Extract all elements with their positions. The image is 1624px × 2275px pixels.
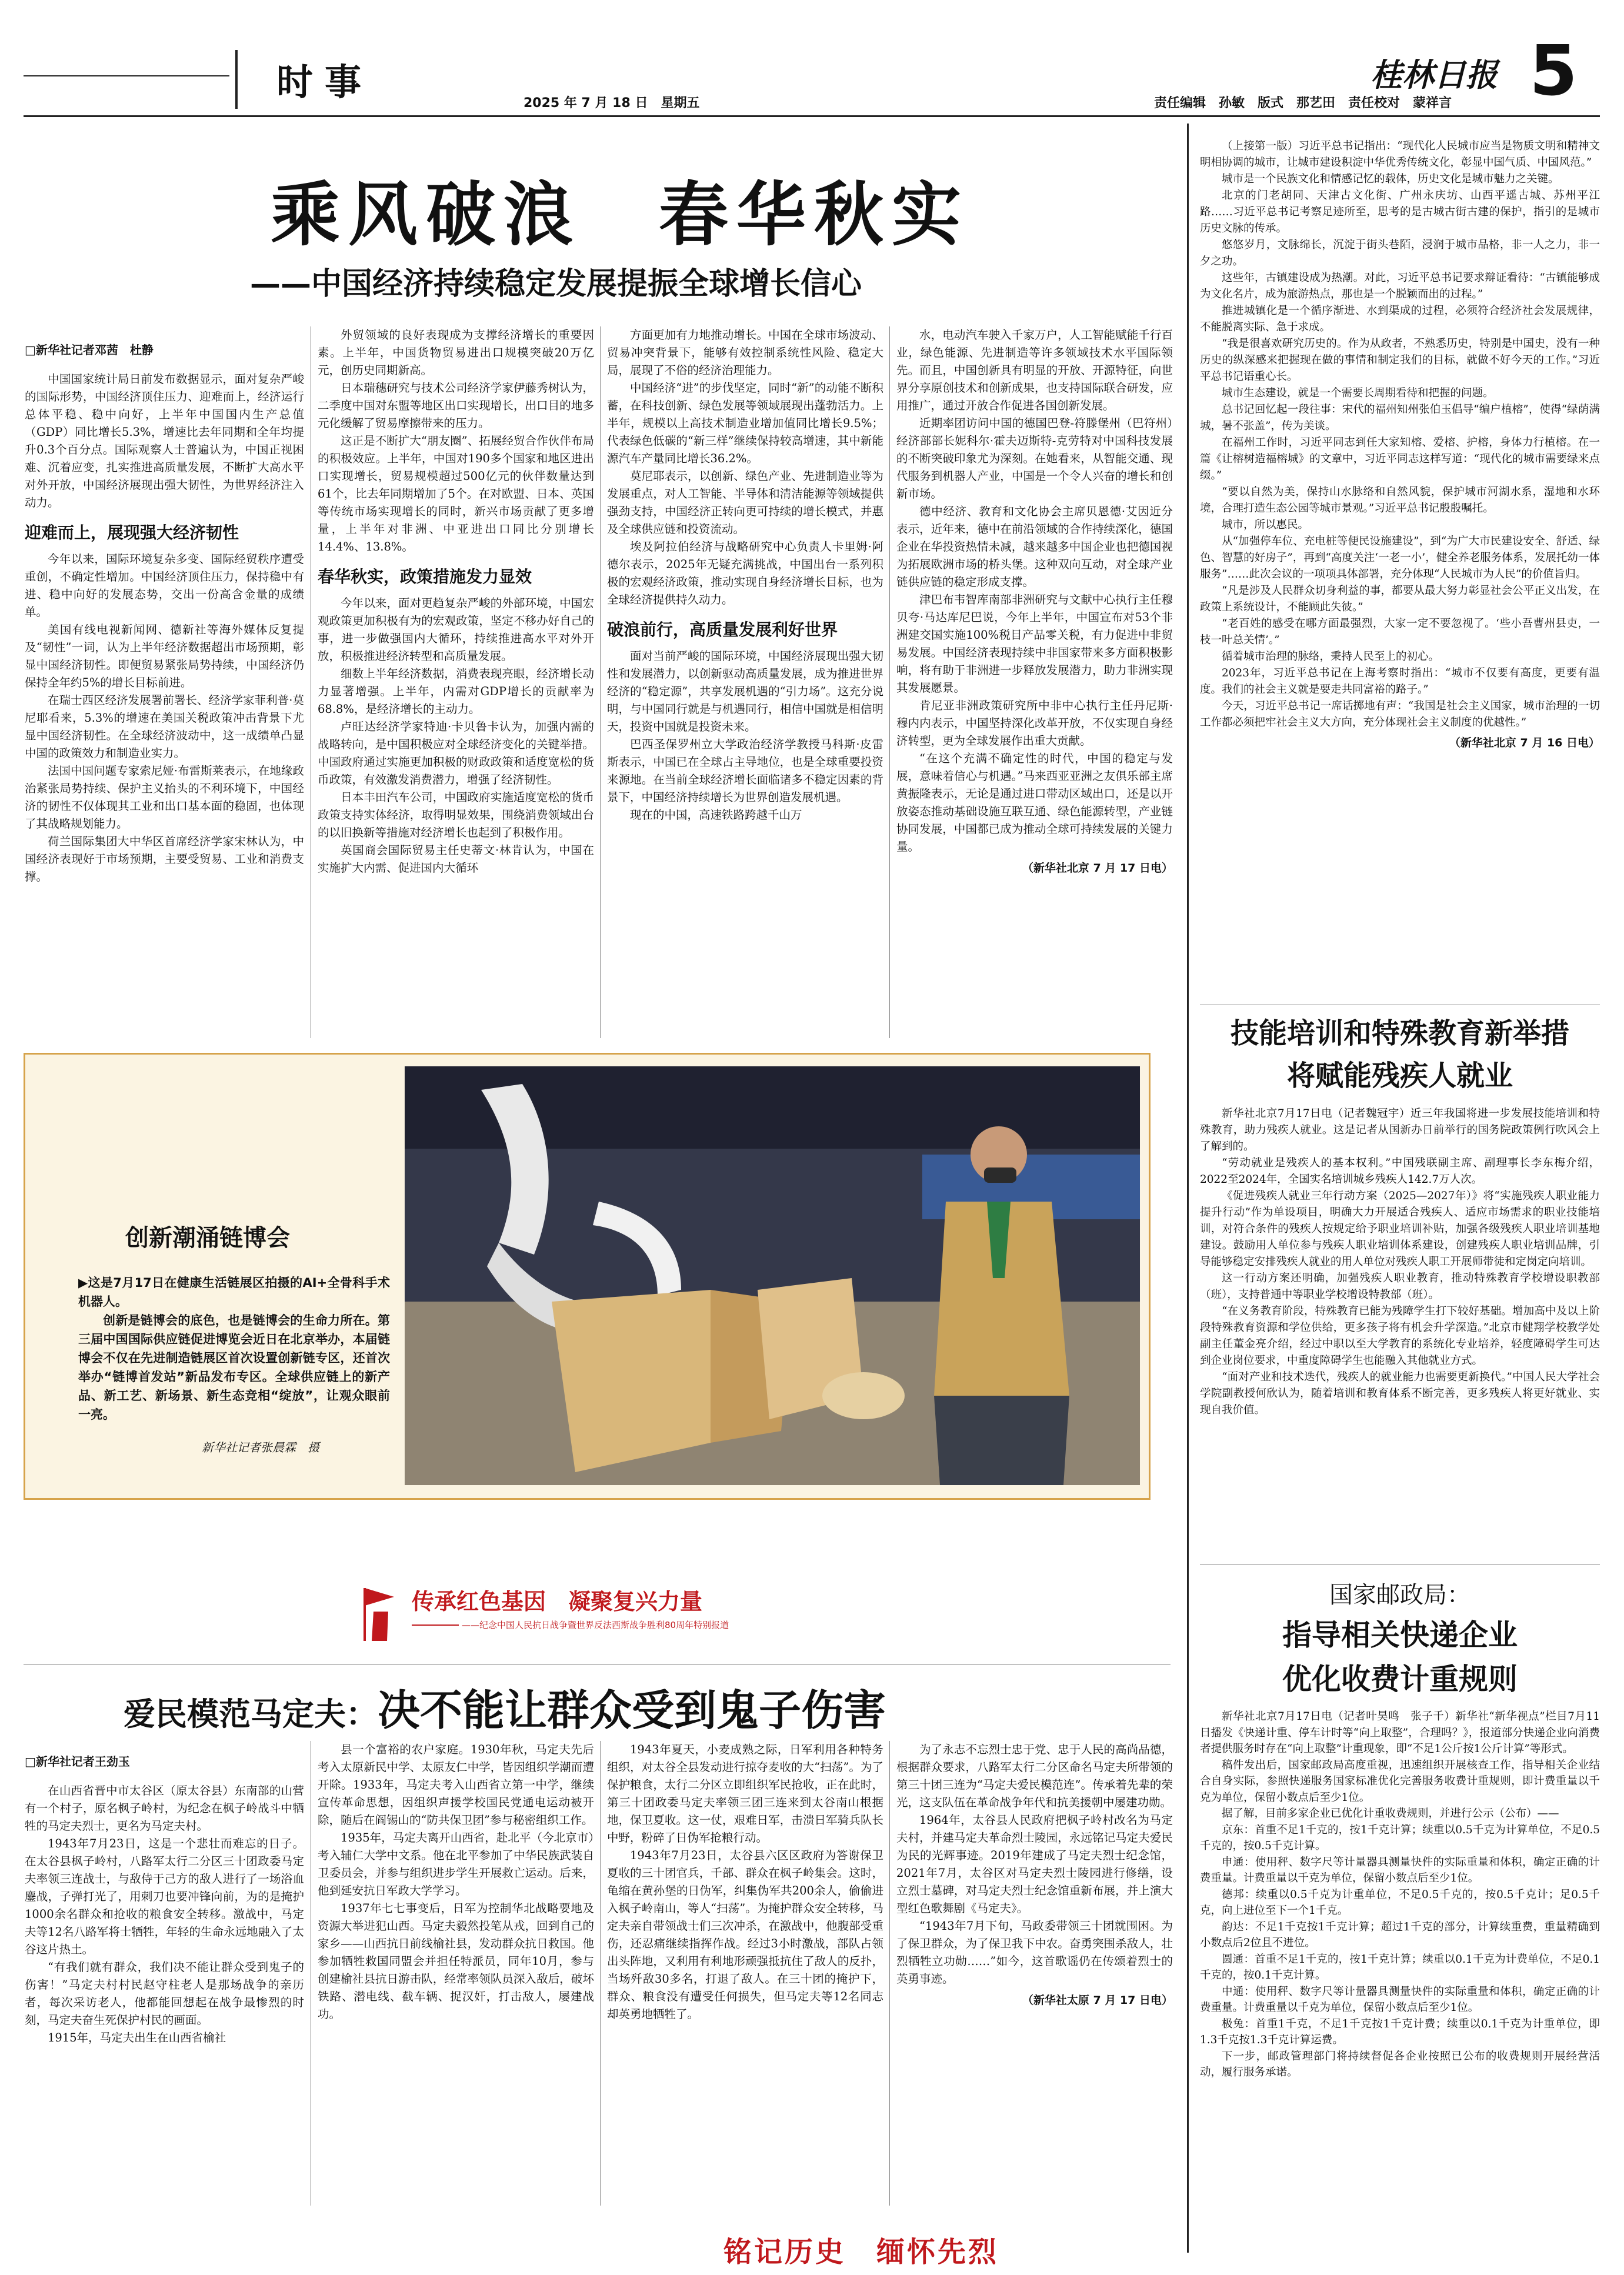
paragraph: 德中经济、教育和文化协会主席贝恩德·艾因近分表示，近年来，德中在前沿领域的合作持续深化，德国企业在华投资热情未减，越来越多中国企业也把德国视为拓展欧洲市场的桥头堡。这种双向互动，对全球产业链供应链的稳定形成支撑。 xyxy=(896,505,1173,589)
paragraph: 下一步，邮政管理部门将持续督促各企业按照已公布的收费规则开展经营活动，履行服务承诺。 xyxy=(1200,2050,1600,2079)
section-name: 时事 xyxy=(276,61,374,104)
monument-flag-icon xyxy=(353,1582,406,1647)
paragraph: 新华社北京7月17日电（记者魏冠宇）近三年我国将进一步发展技能培训和特殊教育，助力残疾人就业。这是记者从国新办日前举行的国务院政策例行吹风会上了解到的。 xyxy=(1200,1108,1600,1153)
paragraph: 京东：首重不足1千克的，按1千克计算；续重以0.5千克为计算单位，不足0.5千克的，按0.5千克计算。 xyxy=(1200,1823,1600,1852)
paragraph: 为了永志不忘烈士忠于党、忠于人民的高尚品德，根据群众要求，八路军太行二分区命名马定夫所带领的第三十团三连为“马定夫爱民模范连”。传承着先辈的荣光，这支队伍在革命战争年代和抗美援朝中屡建功勋。 xyxy=(896,1743,1173,1809)
story2-col-2 xyxy=(318,1741,594,2023)
paragraph: 韵达：不足1千克按1千克计算；超过1千克的部分，计算续重费，重量精确到小数点后2位且不进位。 xyxy=(1200,1920,1600,1949)
story4-headline-line1: 指导相关快递企业 xyxy=(1282,1617,1518,1652)
story2-byline: □新华社记者王劲玉 xyxy=(25,1754,130,1769)
paragraph: 巴西圣保罗州立大学政治经济学教授马科斯·皮雷斯表示，中国已在全球占主导地位，也是全球重要投资来源地。在当前全球经济增长面临诸多不稳定因素的背景下，中国经济持续增长为世界创造发展机遇。 xyxy=(607,738,883,804)
paragraph: 外贸领域的良好表现成为支撑经济增长的重要因素。上半年，中国货物贸易进出口规模突破20万亿元，创历史同期新高。 xyxy=(318,328,594,377)
story2-col-3 xyxy=(607,1741,883,2023)
story2-headline-lead: 爱民模范马定夫： xyxy=(124,1695,378,1733)
photo-title: 创新潮涌链博会 xyxy=(125,1224,290,1252)
section-heading: 春华秋实，政策措施发力显效 xyxy=(318,567,532,586)
story4-headline-line2: 优化收费计重规则 xyxy=(1282,1662,1518,1696)
paragraph: 循着城市治理的脉络，秉持人民至上的初心。 xyxy=(1222,651,1440,663)
main-story-col-3 xyxy=(607,326,883,824)
photo-feature xyxy=(24,1053,1151,1500)
column-rule xyxy=(600,1741,601,2206)
paragraph: “1943年7月下旬，马政委带领三十团就围困。为了保卫群众，为了保卫我下中农。奋勇突围杀敌人，壮烈牺牲立功勋……”如今，这首歌谣仍在传颂着烈士的英勇事迹。 xyxy=(896,1919,1173,1986)
main-story-col-2 xyxy=(318,326,594,877)
dateline: （新华社北京 7 月 17 日电） xyxy=(1022,862,1173,875)
dateline: （新华社北京 7 月 16 日电） xyxy=(1449,736,1600,749)
paragraph: 2023年，习近平总书记在上海考察时指出：“城市不仅要有高度，更要有温度。我们的社会主义就是要走共同富裕的路子。” xyxy=(1200,667,1600,696)
column-rule xyxy=(889,1741,890,2206)
main-subheadline: ——中国经济持续稳定发展提振全球增长信心 xyxy=(250,266,862,302)
paragraph: 今年以来，面对更趋复杂严峻的外部环境，中国宏观政策更加积极有为的宏观政策，坚定不移办好自己的事，进一步做强国内大循环，持续推进高水平对外开放，积极推进经济转型和高质量发展。 xyxy=(318,596,594,663)
paragraph: 1943年7月23日，太谷县六区区政府为答谢保卫夏收的三十团官兵，千部、群众在枫子岭集会。这时，龟缩在黄孙堡的日伪军，纠集伪军共200余人，偷偷进入枫子岭南山，等人“扫荡”。为掩护群众安全转移，马定夫亲自带领战士们三次冲杀，在激战中，他腹部受重伤，还忍痛继续指挥作战。经过3小时激战，部队占领出头阵地，又利用有利地形顽强抵抗住了敌人的反扑，当场歼敌30多名，打退了敌人。在三十团的掩护下，群众、粮食没有遭受任何损失，但马定夫等12名同志却英勇地牺牲了。 xyxy=(607,1849,883,2021)
photo-caption-lead: ▶这是7月17日在健康生活链展区拍摄的AI+全骨科手术机器人。 xyxy=(78,1276,390,1309)
paragraph: 稿件发出后，国家邮政局高度重视，迅速组织开展核查工作，指导相关企业结合自身实际，参照快递服务国家标准优化完善服务收费计重规则，即计费重量以千克为单位，保留小数点后至少1位。 xyxy=(1200,1759,1600,1804)
paragraph: 在福州工作时，习近平同志到任大家知榕、爱榕、护榕，身体力行植榕。在一篇《让榕树造福榕城》的文章中，习近平同志这样写道：“现代化的城市需要绿来点缀。” xyxy=(1200,436,1600,482)
paragraph: “我是很喜欢研究历史的。作为从政者，不熟悉历史，特别是中国史，没有一种历史的纵深感来把握现在做的事情和制定我们的目标，就做不好今天的工作。”习近平总书记语重心长。 xyxy=(1200,338,1600,383)
story3-headline-line1: 技能培训和特殊教育新举措 xyxy=(1230,1017,1569,1050)
paragraph: 1964年，太谷县人民政府把枫子岭村改名为马定夫村，并建马定夫革命烈士陵园，永远铭记马定夫爱民为民的光辉事迹。2019年建成了马定夫烈士纪念馆，2021年7月，太谷区对马定夫烈士陵园进行修缮，设立烈士墓碑，对马定夫烈士纪念馆重新布展，并上演大型红色歌舞剧《马定夫》。 xyxy=(896,1813,1173,1915)
robot-expo-photo xyxy=(405,1066,1140,1485)
banner-rule xyxy=(412,1624,459,1626)
paragraph: 现在的中国，高速铁路跨越千山万 xyxy=(630,808,802,822)
header-bottom-rule xyxy=(24,115,1600,117)
main-story-col-1 xyxy=(25,341,304,886)
paragraph: 城市是一个民族文化和情感记忆的载体，历史文化是城市魅力之关键。 xyxy=(1222,173,1559,185)
paragraph: 申通：使用秤、数字尺等计量器具测量快件的实际重量和体积，确定正确的计费重量。计费重量以千克为单位，保留小数点后至少1位。 xyxy=(1200,1856,1600,1884)
paragraph: 日本瑞穗研究与技术公司经济学家伊藤秀树认为，二季度中国对东盟等地区出口实现增长，出口目的地多元化缓解了贸易摩擦带来的压力。 xyxy=(318,381,594,430)
story4-body xyxy=(1200,1709,1600,2081)
paragraph: 圆通：首重不足1千克的，按1千克计算；续重以0.1千克为计费单位，不足0.1千克的，按0.1千克计算。 xyxy=(1200,1953,1600,1982)
paragraph: 今年以来，国际环境复杂多变、国际经贸秩序遭受重创，不确定性增加。中国经济顶住压力，保持稳中有进、稳中向好的发展态势，交出一份高含金量的成绩单。 xyxy=(25,552,304,619)
paragraph: 新华社北京7月17日电（记者叶昊鸣 张子千）新华社“新华视点”栏目7月11日播发《快递计重、停车计时等“向上取整”，合理吗？》，报道部分快递企业向消费者提供服务时存在“向上取整”计重现象，即“不足1公斤按1公斤计算”等形式。 xyxy=(1200,1710,1600,1755)
paragraph: 肯尼亚非洲政策研究所中非中心执行主任丹尼斯·穆内内表示，中国坚持深化改革开放，不仅实现自身经济转型，更为全球发展作出重大贡献。 xyxy=(896,699,1173,748)
paragraph: “有我们就有群众，我们决不能让群众受到鬼子的伤害！”马定夫村村民赵守柱老人是那场战争的亲历者，每次采访老人，他都能回想起在战争最惨烈的时刻，马定夫奋生死保护村民的画面。 xyxy=(25,1960,304,2027)
paragraph: 城市，所以惠民。 xyxy=(1222,519,1309,531)
paragraph: 1915年，马定夫出生在山西省榆社 xyxy=(48,2031,226,2044)
bottom-slogan: 铭记历史 缅怀先烈 xyxy=(723,2236,999,2269)
paragraph: 《促进残疾人就业三年行动方案（2025—2027年）》将“实施残疾人职业能力提升行动”作为单设项目，明确大力开展适合残疾人、适应市场需求的职业技能培训，对符合条件的残疾人按规定给予职业培训补贴，加强各级残疾人职业培训基地建设。鼓励用人单位参与残疾人职业培训体系建设，创建残疾人职业培训品牌，引导能够稳定安排残疾人就业的用人单位对残疾人职工开展师带徒和定岗定向培训。 xyxy=(1200,1190,1600,1268)
paragraph: 中通：使用秤、数字尺等计量器具测量快件的实际重量和体积，确定正确的计费重量。计费重量以千克为单位，保留小数点后至少1位。 xyxy=(1200,1985,1600,2014)
photo-credit: 新华社记者张晨霖 摄 xyxy=(202,1440,319,1455)
paragraph: 水，电动汽车驶入千家万户，人工智能赋能千行百业，绿色能源、先进制造等许多领域技术水平国际领先。而且，中国创新具有明显的开放、开源特征，向世界分享原创技术和创新成果，也支持国际联合研发，应用推广，通过开放合作促进各国创新发展。 xyxy=(896,328,1173,412)
paragraph: 日本丰田汽车公司，中国政府实施适度宽松的货币政策支持实体经济，取得明显效果，围绕消费领域出台的以旧换新等措施对经济增长也起到了积极作用。 xyxy=(318,790,594,839)
section-heading: 迎难而上，展现强大经济韧性 xyxy=(25,523,239,542)
paragraph: “在这个充满不确定性的时代，中国的稳定与发展，意味着信心与机遇。”马来西亚亚洲之友俱乐部主席黄振隆表示，无论是通过进口带动区域出口，还是以开放姿态推动基础设施互联互通、绿色能源转型，产业链协同发展，中国都已成为推动全球可持续发展的关键力量。 xyxy=(896,752,1173,853)
paragraph: “要以自然为美，保持山水脉络和自然风貌，保护城市河湖水系，湿地和水环境，合理打造生态公园等城市景观。”习近平总书记殷殷嘱托。 xyxy=(1200,486,1600,515)
paragraph: 津巴布韦智库南部非洲研究与文献中心执行主任穆贝夸·马达库尼巴说，今年上半年，中国宣布对53个非洲建交国实施100%税目产品零关税，有力促进中非贸易发展。中国经济表现持续中非国家带来多方面积极影响，将有助于非洲进一步释放发展潜力，助力非洲实现其发展愿景。 xyxy=(896,593,1173,695)
paragraph: 近期率团访问中国的德国巴登-符滕堡州（巴符州）经济部部长妮科尔·霍夫迈斯特-克劳特对中国科技发展的不断突破印象尤为深刻。在她看来，从智能交通、现代服务到机器人产业，中国是一个令人兴奋的增长和创新市场。 xyxy=(896,416,1173,501)
paragraph: 据了解，目前多家企业已优化计重收费规则，并进行公示（公布）—— xyxy=(1222,1807,1559,1820)
paragraph: 美国有线电视新闻网、德新社等海外媒体反复提及“韧性”一词，认为上半年经济数据超出市场预期，彰显中国经济韧性。即便贸易紧张局势持续，中国经济仍保持全年约5%的增长目标前进。 xyxy=(25,623,304,689)
paragraph: “劳动就业是残疾人的基本权利。”中国残联副主席、副理事长李东梅介绍，2022至2024年，全国实名培训城乡残疾人142.7万人次。 xyxy=(1200,1157,1600,1186)
story2-col-4 xyxy=(896,1741,1173,2009)
paragraph: 从“加强停车位、充电桩等便民设施建设”，到“为广大市民建设安全、舒适、绿色、智慧的好房子”，再到“高度关注‘一老一小’，健全养老服务体系，发展托幼一体服务”……此次会议的一项项具体部署，充分体现“人民城市为人民”的价值旨归。 xyxy=(1200,535,1600,581)
paragraph: 北京的门老胡同、天津古文化街、广州永庆坊、山西平遥古城、苏州平江路……习近平总书记考察足迹所至，思考的是古城古街古建的保护，指引的是城市历史文脉的传承。 xyxy=(1200,189,1600,235)
main-headline: 乘风破浪 春华秋实 xyxy=(271,174,970,255)
column-rule xyxy=(889,326,890,1038)
paragraph: 1935年，马定夫离开山西省，赴北平（今北京市）考入辅仁大学中文系。他在北平参加了中华民族武装自卫委员会，并参与组织进步学生开展救亡运动。后来，他到延安抗日军政大学学习。 xyxy=(318,1831,594,1897)
main-story-col-4 xyxy=(896,326,1173,877)
story2-top-rule xyxy=(24,1664,1171,1665)
section-heading: 破浪前行，高质量发展利好世界 xyxy=(607,620,838,639)
paragraph: 1943年夏天，小麦成熟之际，日军利用各种特务组织，对太谷全县发动进行掠夺麦收的大“扫荡”。为了保护粮食，太行二分区立即组织军民抢收，正在此时，第三十团政委马定夫率领三团三连来到太谷南山根据地，保卫夏收。这一仗，艰难日军，击溃日军骑兵队长中野，粉碎了日伪军抢粮行动。 xyxy=(607,1743,883,1844)
issue-date: 2025 年 7 月 18 日 星期五 xyxy=(523,96,700,111)
paragraph: 英国商会国际贸易主任史蒂文·林肯认为，中国在实施扩大内需、促进国内大循环 xyxy=(318,843,594,875)
paragraph: 这些年，古镇建设成为热潮。对此，习近平总书记要求辩证看待：“古镇能够成为文化名片，成为旅游热点，那也是一个脱颖而出的过程。” xyxy=(1200,272,1600,301)
story2-headline-main: 决不能让群众受到鬼子伤害 xyxy=(378,1685,886,1735)
dateline: （新华社太原 7 月 17 日电） xyxy=(1022,1994,1173,2007)
right-column-rule xyxy=(1187,124,1189,2253)
paragraph: 总书记回忆起一段往事：宋代的福州知州张伯玉倡导“编户植榕”，使得“绿荫满城，暑不张盖”，传为美谈。 xyxy=(1200,403,1600,432)
paragraph: 中国国家统计局日前发布数据显示，面对复杂严峻的国际形势，中国经济顶住压力、迎难而上，经济运行总体平稳、稳中向好，上半年中国国内生产总值（GDP）同比增长5.3%，增速比去年同期和全年均提升0.3个百分点。国际观察人士普遍认为，中国正视困难、沉着应变，扎实推进高质量发展，不断扩大高水平对外开放，中国经济展现出强大韧性，为世界经济注入动力。 xyxy=(25,372,304,509)
paragraph: 县一个富裕的农户家庭。1930年秋，马定夫先后考入太原新民中学、太原友仁中学，皆因组织学潮而遭开除。1933年，马定夫考入山西省立第一中学，继续宣传革命思想，因组织声援学校国民党通电运动被开除，随后在阎锡山的“防共保卫团”参与秘密组织工作。 xyxy=(318,1743,594,1827)
page-number: 5 xyxy=(1529,30,1578,111)
paragraph: 悠悠岁月，文脉绵长，沉淀于街头巷陌，浸润于城市品格，非一人之力，非一夕之功。 xyxy=(1200,239,1600,268)
paragraph: 1937年七七事变后，日军为控制华北战略要地及资源大举进犯山西。马定夫毅然投笔从戎，回到自己的家乡——山西抗日前线榆社县，发动群众抗日救国。他参加牺牲救国同盟会并担任特派员，同年10月，参与创建榆社县抗日游击队，经常率领队员深入敌后，破坏铁路、潜电线、截车辆、捉汉奸，打击敌人，屡建战功。 xyxy=(318,1902,594,2021)
paragraph: 今天，习近平总书记一席话掷地有声：“我国是社会主义国家，城市治理的一切工作都必须把牢社会主义大方向，充分体现社会主义制度的优越性。” xyxy=(1200,700,1600,729)
newspaper-logo: 桂林日报 xyxy=(1370,56,1498,94)
paragraph: “老百姓的感受在哪方面最强烈，大家一定不要忽视了。‘些小吾曹州县吏，一枝一叶总关情’。” xyxy=(1200,618,1600,646)
paragraph: 城市生态建设，就是一个需要长周期看待和把握的问题。 xyxy=(1222,387,1494,399)
paragraph: 这正是不断扩大“朋友圈”、拓展经贸合作伙伴布局的积极效应。上半年，中国对190多个国家和地区进出口实现增长，贸易规模超过500亿元的伙伴数量达到61个，比去年同期增加了5个。在对欧盟、日本、英国等传统市场实现增长的同时，新兴市场贡献了更多增量，上半年对非洲、中亚进出口同比分别增长14.4%、13.8%。 xyxy=(318,434,594,553)
paragraph: 法国中国问题专家索尼娅·布雷斯莱表示，在地缘政治紧张局势持续、保护主义抬头的不利环境下，中国经济的韧性不仅体现其工业和出口基本面的稳固，也体现了其战略规划能力。 xyxy=(25,764,304,830)
photo-caption xyxy=(78,1273,390,1424)
paragraph: 面对当前严峻的国际环境，中国经济展现出强大韧性和发展潜力，以创新驱动高质量发展，成为推进世界经济的“稳定源”，共享发展机遇的“引力场”。这充分说明，与中国同行就是与机遇同行，相信中国就是相信明天，投资中国就是投资未来。 xyxy=(607,649,883,733)
main-byline: □新华社记者邓茜 杜静 xyxy=(25,343,154,357)
paragraph: “在义务教育阶段，特殊教育已能为残障学生打下较好基础。增加高中及以上阶段特殊教育资源和学位供给，更多孩子将有机会升学深造。”北京市健翔学校教学处副主任董金亮介绍，经过中职以至大学教育的系统化专业培养，轻度障碍学生可达到企业岗位要求，中重度障碍学生也能融入其他就业方式。 xyxy=(1200,1305,1600,1367)
paragraph: 1943年7月23日，这是一个悲壮而难忘的日子。在太谷县枫子岭村，八路军太行二分区三十团政委马定夫率领三连战士，与敌侍于己方的敌人进行了一场浴血鏖战，子弹打光了，用刺刀也要冲锋向前，为的是掩护1000余名群众和抢收的粮食安全转移。激战中，马定夫等12名八路军将士牺牲，年轻的生命永远地融入了太谷这片热土。 xyxy=(25,1837,304,1956)
banner-subtitle: ——纪念中国人民抗日战争暨世界反法西斯战争胜利80周年特别报道 xyxy=(462,1620,729,1630)
banner-title: 传承红色基因 凝聚复兴力量 xyxy=(412,1589,703,1614)
story4-kicker: 国家邮政局： xyxy=(1329,1582,1470,1609)
column-rule xyxy=(600,326,601,1038)
paragraph: 在瑞士西区经济发展署前署长、经济学家菲利普·莫尼耶看来，5.3%的增速在美国关税政策冲击背景下尤显中国经济韧性。在全球经济波动中，这一成绩单凸显中国的政策效力和制造业实力。 xyxy=(25,693,304,760)
paragraph: 方面更加有力地推动增长。中国在全球市场波动、贸易冲突背景下，能够有效控制系统性风险、稳定大局，展现了不俗的经济治理能力。 xyxy=(607,328,883,377)
photo-caption-body: 创新是链博会的底色，也是链博会的生命力所在。第三届中国国际供应链促进博览会近日在北京举办，本届链博会不仅在先进制造链展区首次设置创新链专区，还首次举办“链博首发站”新品发布专区。全球供应链上的新产品、新工艺、新场景、新生态竞相“绽放”，让观众眼前一亮。 xyxy=(78,1313,390,1422)
paragraph: 在山西省晋中市太谷区（原太谷县）东南部的山营有一个村子，原名枫子岭村，为纪念在枫子岭战斗中牺牲的马定夫烈士，更名为马定夫村。 xyxy=(25,1784,304,1833)
paragraph: 极兔：首重1千克，不足1千克按1千克计费；续重以0.1千克为计重单位，即1.3千克按1.3千克计算运费。 xyxy=(1200,2017,1600,2046)
editor-credits: 责任编辑 孙敏 版式 那艺田 责任校对 蒙祥言 xyxy=(1154,96,1452,111)
header-left-rule xyxy=(24,75,229,76)
paragraph: 中国经济“进”的步伐坚定，同时“新”的动能不断积蓄，在科技创新、绿色发展等领域展现出蓬勃活力。上半年，规模以上高技术制造业增加值同比增长9.5%；代表绿色低碳的“新三样”继续保持较高增速，其中新能源汽车产量同比增长36.2%。 xyxy=(607,381,883,465)
paragraph: 卢旺达经济学家特迪·卡贝鲁卡认为，加强内需的战略转向，是中国积极应对全球经济变化的关键举措。中国政府通过实施更加积极的财政政策和适度宽松的货币政策，有效激发消费潜力，增强了经济韧性。 xyxy=(318,720,594,786)
paragraph: 埃及阿拉伯经济与战略研究中心负责人卡里姆·阿德尔表示，2025年无疑充满挑战，中国出台一系列积极的宏观经济政策，推动实现自身经济增长目标，也为全球经济提供持久动力。 xyxy=(607,540,883,606)
paragraph: 这一行动方案还明确，加强残疾人职业教育，推动特殊教育学校增设职教部（班），支持普通中等职业学校增设特教部（班）。 xyxy=(1200,1272,1600,1301)
paragraph: 德邦：续重以0.5千克为计重单位，不足0.5千克的，按0.5千克计；足0.5千克，向上进位至下一个1千克。 xyxy=(1200,1888,1600,1917)
paragraph: “面对产业和技术迭代，残疾人的就业能力也需要更新换代。”中国人民大学社会学院副教授何欣认为，随着培训和教育体系不断完善，更多残疾人将更好就业、实现自我价值。 xyxy=(1200,1371,1600,1416)
special-report-banner xyxy=(353,1582,1235,1653)
story2-col-1 xyxy=(25,1753,304,2047)
paragraph: 细数上半年经济数据，消费表现亮眼，经济增长动力显著增强。上半年，内需对GDP增长的贡献率为68.8%，是经济增长的主动力。 xyxy=(318,667,594,716)
story3-body xyxy=(1200,1106,1600,1419)
photo-illustration xyxy=(405,1066,1140,1485)
header-divider xyxy=(235,50,238,109)
right-continuation xyxy=(1200,138,1600,751)
paragraph: 推进城镇化是一个循序渐进、水到渠成的过程，必须符合经济社会发展规律，不能脱离实际、急于求成。 xyxy=(1200,305,1600,333)
story2-headline xyxy=(124,1676,886,1737)
paragraph: “凡是涉及人民群众切身利益的事，都要从最大努力彰显社会公平正义出发，在政策上系统设计，不能顾此失彼。” xyxy=(1200,585,1600,613)
paragraph: 莫尼耶表示，以创新、绿色产业、先进制造业等为发展重点，对人工智能、半导体和清洁能源等领域提供强劲支持，中国经济正转向更可持续的增长模式，并惠及全球供应链和投资流动。 xyxy=(607,469,883,536)
paragraph: （上接第一版）习近平总书记指出：“现代化人民城市应当是物质文明和精神文明相协调的城市，让城市建设积淀中华优秀传统文化，彰显中国气质、中国风范。” xyxy=(1200,140,1600,169)
paragraph: 荷兰国际集团大中华区首席经济学家宋林认为，中国经济表现好于市场预期，主要受贸易、工业和消费支撑。 xyxy=(25,835,304,883)
story3-headline-line2: 将赋能残疾人就业 xyxy=(1286,1059,1513,1092)
